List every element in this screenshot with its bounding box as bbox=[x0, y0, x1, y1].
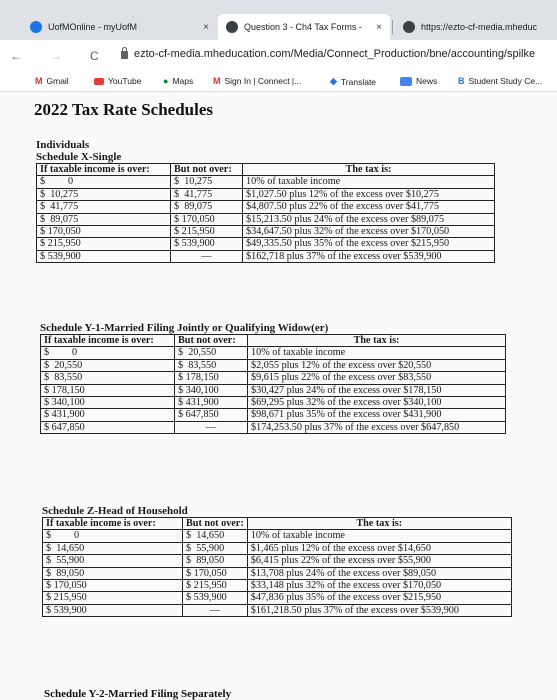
table-body bbox=[37, 176, 495, 263]
document-page bbox=[0, 92, 557, 700]
but-not-over-cell: $ 431,900 bbox=[175, 397, 248, 409]
column-header: If taxable income is over: bbox=[41, 335, 175, 347]
site-favicon-icon bbox=[226, 21, 238, 33]
table-row bbox=[37, 213, 495, 225]
table-body bbox=[43, 530, 512, 617]
but-not-over-cell: $ 41,775 bbox=[171, 188, 243, 200]
but-not-over-cell: $ 89,075 bbox=[171, 201, 243, 213]
table-row bbox=[37, 226, 495, 238]
bookmark-label: Sign In | Connect |... bbox=[224, 76, 302, 86]
tax-table bbox=[40, 334, 506, 434]
table-row bbox=[43, 555, 512, 567]
bookmark-translate[interactable] bbox=[330, 76, 376, 87]
back-arrow-icon[interactable]: ← bbox=[10, 49, 22, 63]
table-row bbox=[43, 530, 512, 542]
tax-table bbox=[36, 163, 495, 263]
income-over-cell: $ 539,900 bbox=[43, 604, 183, 616]
bookmark-youtube[interactable] bbox=[94, 76, 141, 86]
income-over-cell: $ 170,050 bbox=[37, 226, 171, 238]
bookmark-b-icon: B bbox=[458, 76, 465, 86]
income-over-cell: $ 89,050 bbox=[43, 567, 183, 579]
table-row bbox=[41, 372, 506, 384]
table-row bbox=[37, 238, 495, 250]
table-header-row bbox=[41, 335, 506, 347]
table-row bbox=[41, 347, 506, 359]
tax-is-cell: $34,647.50 plus 32% of the excess over $170,050 bbox=[243, 226, 495, 238]
bookmark-maps[interactable] bbox=[163, 76, 193, 86]
table-row bbox=[41, 359, 506, 371]
column-header: But not over: bbox=[183, 518, 248, 530]
income-over-cell: $ 20,550 bbox=[41, 359, 175, 371]
but-not-over-cell: $ 178,150 bbox=[175, 372, 248, 384]
schedule-heading: Schedule Y-1-Married Filing Jointly or Qualifying Widow(er) bbox=[40, 322, 329, 334]
table-body bbox=[41, 347, 506, 434]
bookmarks-bar bbox=[0, 72, 557, 92]
table-row bbox=[43, 542, 512, 554]
but-not-over-cell: $ 20,550 bbox=[175, 347, 248, 359]
table-row bbox=[41, 397, 506, 409]
income-over-cell: $ 0 bbox=[37, 176, 171, 188]
lock-icon[interactable] bbox=[121, 51, 128, 59]
tab-question-3[interactable] bbox=[218, 14, 390, 40]
column-header: If taxable income is over: bbox=[43, 518, 183, 530]
but-not-over-cell: $ 215,950 bbox=[171, 226, 243, 238]
income-over-cell: $ 215,950 bbox=[43, 592, 183, 604]
tax-is-cell: 10% of taxable income bbox=[248, 347, 506, 359]
page-title: 2022 Tax Rate Schedules bbox=[34, 100, 213, 119]
tax-is-cell: $162,718 plus 37% of the excess over $539,900 bbox=[243, 250, 495, 262]
translate-icon: ◆ bbox=[330, 76, 337, 86]
tax-is-cell: $47,836 plus 35% of the excess over $215,950 bbox=[247, 592, 511, 604]
table-header-row bbox=[43, 518, 512, 530]
group-heading: Individuals bbox=[36, 139, 90, 151]
table-row bbox=[43, 592, 512, 604]
but-not-over-cell: $ 14,650 bbox=[183, 530, 248, 542]
table-row bbox=[43, 567, 512, 579]
bookmark-connect-signin[interactable] bbox=[213, 76, 301, 86]
tab-label: Question 3 - Ch4 Tax Forms - bbox=[244, 22, 362, 32]
column-header: The tax is: bbox=[243, 164, 495, 176]
schedule-heading: Schedule X-Single bbox=[36, 151, 122, 163]
income-over-cell: $ 340,100 bbox=[41, 397, 175, 409]
tax-is-cell: $30,427 plus 24% of the excess over $178,150 bbox=[248, 384, 506, 396]
tax-is-cell: $2,055 plus 12% of the excess over $20,550 bbox=[248, 359, 506, 371]
reload-icon[interactable]: C bbox=[90, 49, 99, 63]
tax-is-cell: $1,027.50 plus 12% of the excess over $10,275 bbox=[243, 188, 495, 200]
income-over-cell: $ 215,950 bbox=[37, 238, 171, 250]
income-over-cell: $ 0 bbox=[43, 530, 183, 542]
map-pin-icon: ● bbox=[163, 76, 169, 86]
tax-is-cell: $33,148 plus 32% of the excess over $170,050 bbox=[247, 580, 511, 592]
table-row bbox=[37, 250, 495, 262]
income-over-cell: $ 89,075 bbox=[37, 213, 171, 225]
tax-is-cell: 10% of taxable income bbox=[243, 176, 495, 188]
bookmark-label: YouTube bbox=[108, 76, 142, 86]
table-row bbox=[41, 421, 506, 433]
tab-ezto-media[interactable] bbox=[395, 14, 557, 40]
tax-is-cell: $4,807.50 plus 22% of the excess over $41,775 bbox=[243, 201, 495, 213]
close-tab-icon[interactable]: × bbox=[203, 21, 209, 33]
table-row bbox=[41, 384, 506, 396]
tab-divider bbox=[392, 20, 393, 34]
table-row bbox=[43, 604, 512, 616]
income-over-cell: $ 14,650 bbox=[43, 542, 183, 554]
column-header: If taxable income is over: bbox=[37, 164, 171, 176]
mcgraw-hill-icon: M bbox=[213, 76, 221, 86]
income-over-cell: $ 647,850 bbox=[41, 421, 175, 433]
tab-uofm-online[interactable] bbox=[22, 14, 217, 40]
close-tab-icon[interactable]: × bbox=[376, 21, 382, 33]
but-not-over-cell: $ 647,850 bbox=[175, 409, 248, 421]
income-over-cell: $ 83,550 bbox=[41, 372, 175, 384]
schedule-y1-section bbox=[40, 322, 506, 434]
income-over-cell: $ 41,775 bbox=[37, 201, 171, 213]
site-favicon-icon bbox=[30, 21, 42, 33]
but-not-over-cell: $ 55,900 bbox=[183, 542, 248, 554]
bookmark-label: Student Study Ce... bbox=[468, 76, 543, 86]
table-row bbox=[37, 201, 495, 213]
bookmark-label: Maps bbox=[172, 76, 194, 86]
but-not-over-cell: $ 340,100 bbox=[175, 384, 248, 396]
table-header-row bbox=[37, 164, 495, 176]
tax-is-cell: 10% of taxable income bbox=[247, 530, 511, 542]
table-row bbox=[43, 580, 512, 592]
table-row bbox=[37, 188, 495, 200]
but-not-over-cell: $ 89,050 bbox=[183, 555, 248, 567]
income-over-cell: $ 0 bbox=[41, 347, 175, 359]
tax-is-cell: $161,218.50 plus 37% of the excess over $539,900 bbox=[247, 604, 511, 616]
bookmark-label: Translate bbox=[340, 76, 377, 87]
but-not-over-cell: $ 10,275 bbox=[171, 176, 243, 188]
but-not-over-cell: — bbox=[171, 250, 243, 262]
column-header: The tax is: bbox=[248, 335, 506, 347]
forward-arrow-icon[interactable]: → bbox=[50, 49, 62, 63]
tax-is-cell: $13,708 plus 24% of the excess over $89,050 bbox=[247, 567, 511, 579]
but-not-over-cell: $ 83,550 bbox=[175, 359, 248, 371]
income-over-cell: $ 178,150 bbox=[41, 384, 175, 396]
tax-is-cell: $69,295 plus 32% of the excess over $340,100 bbox=[248, 397, 506, 409]
column-header: But not over: bbox=[171, 164, 243, 176]
table-row bbox=[37, 176, 495, 188]
schedule-x-section bbox=[36, 139, 495, 263]
but-not-over-cell: $ 170,050 bbox=[171, 213, 243, 225]
bookmark-label: News bbox=[416, 76, 438, 86]
income-over-cell: $ 431,900 bbox=[41, 409, 175, 421]
income-over-cell: $ 539,900 bbox=[37, 250, 171, 262]
tax-is-cell: $6,415 plus 22% of the excess over $55,900 bbox=[247, 555, 511, 567]
but-not-over-cell: — bbox=[183, 604, 248, 616]
column-header: But not over: bbox=[175, 335, 248, 347]
tax-is-cell: $98,671 plus 35% of the excess over $431,900 bbox=[248, 409, 506, 421]
tax-is-cell: $1,465 plus 12% of the excess over $14,650 bbox=[247, 542, 511, 554]
tax-is-cell: $174,253.50 plus 37% of the excess over $647,850 bbox=[248, 421, 506, 433]
partial-schedule-heading: Schedule Y-2-Married Filing Separately bbox=[44, 688, 232, 700]
income-over-cell: $ 55,900 bbox=[43, 555, 183, 567]
site-favicon-icon bbox=[403, 21, 415, 33]
bookmark-news[interactable] bbox=[400, 76, 437, 86]
schedule-z-section bbox=[42, 505, 512, 617]
tab-label: UofMOnline - myUofM bbox=[48, 22, 138, 32]
youtube-icon bbox=[94, 78, 104, 85]
but-not-over-cell: $ 215,950 bbox=[183, 580, 248, 592]
but-not-over-cell: $ 170,050 bbox=[183, 567, 248, 579]
column-header: The tax is: bbox=[247, 518, 511, 530]
income-over-cell: $ 170,050 bbox=[43, 580, 183, 592]
tax-is-cell: $9,615 plus 22% of the excess over $83,550 bbox=[248, 372, 506, 384]
tab-bar bbox=[0, 0, 557, 40]
bookmark-label: Gmail bbox=[46, 76, 69, 86]
but-not-over-cell: — bbox=[175, 421, 248, 433]
bookmark-gmail[interactable] bbox=[35, 76, 69, 86]
but-not-over-cell: $ 539,900 bbox=[183, 592, 248, 604]
tax-table bbox=[42, 517, 512, 617]
tab-label: https://ezto-cf-media.mheduc bbox=[421, 22, 538, 32]
tax-is-cell: $15,213.50 plus 24% of the excess over $89,075 bbox=[243, 213, 495, 225]
schedule-heading: Schedule Z-Head of Household bbox=[42, 505, 188, 517]
bookmark-student-study[interactable] bbox=[458, 76, 542, 86]
but-not-over-cell: $ 539,900 bbox=[171, 238, 243, 250]
table-row bbox=[41, 409, 506, 421]
news-icon bbox=[400, 77, 412, 86]
address-bar[interactable]: ezto-cf-media.mheducation.com/Media/Connect_Production/bne/accounting/spilke bbox=[134, 48, 536, 60]
tax-is-cell: $49,335.50 plus 35% of the excess over $215,950 bbox=[243, 238, 495, 250]
income-over-cell: $ 10,275 bbox=[37, 188, 171, 200]
browser-toolbar bbox=[0, 40, 557, 72]
gmail-icon: M bbox=[35, 76, 43, 86]
